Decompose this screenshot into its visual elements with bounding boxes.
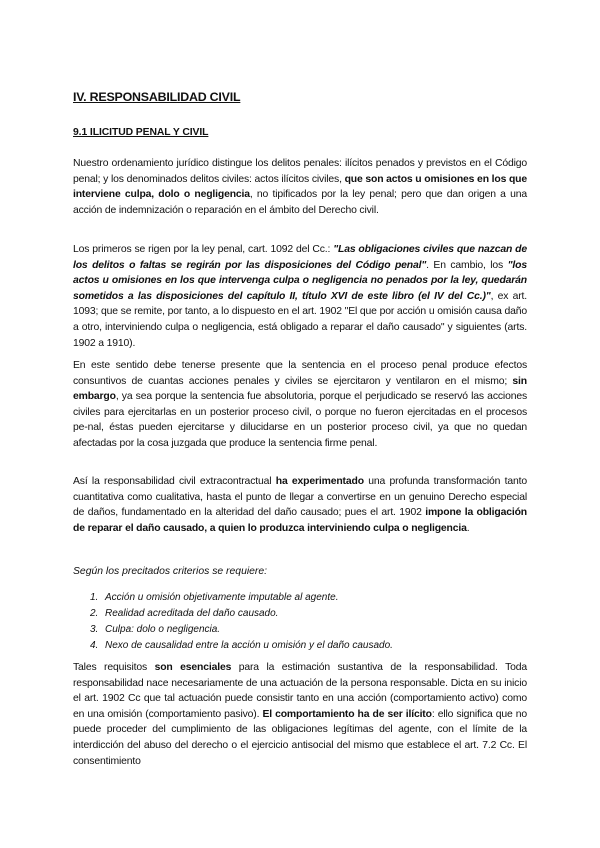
emphasis-text: sin embargo <box>73 375 527 403</box>
paragraph-delitos <box>73 156 527 218</box>
paragraph-regimen <box>73 242 527 351</box>
quoted-article-1092: "Las obligaciones civiles que nazcan de los delitos o faltas se regirán por las disposiciones del Código penal" <box>73 244 527 271</box>
list-number: 3. <box>90 624 99 635</box>
requirements-intro: Según los precitados criterios se requiere: <box>73 566 268 577</box>
paragraph-text: , no tipificados por la ley penal; pero que dan origen a una acción de indemnización o reparación en el ámbito del Derecho civil. <box>73 189 527 216</box>
emphasis-text: El comportamiento ha de ser ilícito <box>262 708 432 720</box>
requirements-list <box>90 590 393 654</box>
paragraph-text: , ex art. 1093; que se remite, por tanto, a lo dispuesto en el art. 1902 "El que por acción u omisión causa daño a otro, interviniendo culpa o negligencia, está obligado a reparar el daño causado" y siguientes (arts. 1902 a 1910). <box>73 290 527 349</box>
emphasis-text: impone la obligación de reparar el daño causado, a quien lo produzca interviniendo culpa o negligencia <box>73 507 527 534</box>
section-title: IV. RESPONSABILIDAD CIVIL <box>73 90 241 104</box>
paragraph-text: Tales requisitos <box>73 662 155 673</box>
list-number: 1. <box>90 592 99 603</box>
paragraph-sentencia <box>73 358 527 452</box>
paragraph-text: . <box>466 522 470 534</box>
list-item-text: Realidad acreditada del daño causado. <box>105 608 279 619</box>
list-item <box>90 606 393 622</box>
subsection-title: 9.1 ILICITUD PENAL Y CIVIL <box>73 127 209 138</box>
paragraph-text: : ello significa que no puede proceder del cumplimiento de las obligaciones legítimas del agente, con el límite de la interdicción del abuso del derecho o el ejercicio antisocial del mismo que establece el art. 7.2 Cc. El consentimiento <box>73 708 528 767</box>
list-number: 4. <box>90 640 99 651</box>
paragraph-text: Así la responsabilidad civil extracontractual <box>73 476 276 487</box>
paragraph-extracontractual <box>73 474 527 536</box>
paragraph-text: , ya sea porque la sentencia fue absolutoria, porque el perjudicado se reservó las acciones civiles para ejercitarlas en un posterior proceso civil, o porque no fueron ejercitadas en el procesos pe-nal, éstas pueden ejercitarse y dilucidarse en un posterior proceso civil, ya que no quedan afectadas por la cosa juzgada que produce la sentencia firme penal. <box>73 391 527 449</box>
paragraph-requisitos <box>73 660 527 769</box>
emphasis-text: ha experimentado <box>275 476 364 487</box>
list-item <box>90 638 393 654</box>
list-item <box>90 622 393 638</box>
list-item <box>90 590 393 606</box>
paragraph-text: para la estimación sustantiva de la responsabilidad. Toda responsabilidad nace necesariamente de una actuación de la persona responsable. Dicta en su inicio el art. 1902 Cc que tal actuación puede consistir tanto en una acción (comportamiento activo) como en una omisión (comportamiento pasivo). <box>73 662 527 720</box>
emphasis-text: son esenciales <box>154 662 232 673</box>
emphasis-text: que son actos u omisiones en los que interviene culpa, dolo o negligencia <box>73 173 527 201</box>
list-item-text: Culpa: dolo o negligencia. <box>105 624 221 635</box>
paragraph-text: . En cambio, los <box>426 259 508 271</box>
paragraph-text: una profunda transformación tanto cuantitativa como cualitativa, hasta el punto de llegar a convertirse en un genuino Derecho especial de daños, fundamentado en la alteridad del daño causado; pues el art. 1902 <box>73 476 527 519</box>
paragraph-text: En este sentido debe tenerse presente que la sentencia en el proceso penal produce efectos consuntivos de cuantas acciones penales y civiles se ejercitaron y ventilaron en el mismo; <box>73 360 527 387</box>
list-number: 2. <box>90 608 99 619</box>
paragraph-text: Los primeros se rigen por la ley penal, cart. 1092 del Cc.: <box>73 244 334 255</box>
quoted-article-1093: "los actos u omisiones en los que intervenga culpa o negligencia no penados por la ley, quedarán sometidos a las disposiciones del capítulo II, título XVI de este libro (el IV del Cc.)" <box>73 259 527 302</box>
list-item-text: Nexo de causalidad entre la acción u omisión y el daño causado. <box>105 640 393 651</box>
list-item-text: Acción u omisión objetivamente imputable al agente. <box>105 592 339 603</box>
paragraph-text: Nuestro ordenamiento jurídico distingue los delitos penales: ilícitos penados y previstos en el Código penal; y los denominados delitos civiles: actos ilícitos civiles, <box>73 158 527 185</box>
